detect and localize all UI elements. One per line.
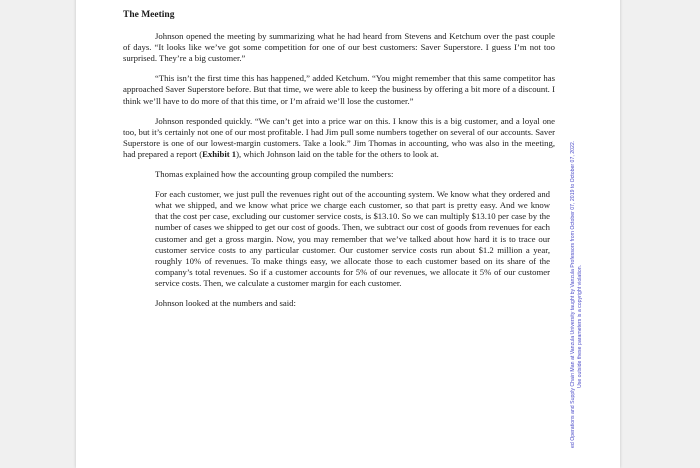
paragraph-ketchum: “This isn’t the first time this has happened,” added Ketchum. “You might remember that this same competitor has approached Saver Superstore before. But that time, we were able to keep the business by offering a bit more of a discount. I think we’ll have to do more of that this time, or I’m afraid we’ll lose the customer.” — [123, 73, 555, 106]
copyright-line-1: ed Operations and Supply Chain Man at Vanzula University taught by Vanzula Professors from October 07, 2019 to October 07, 2022. — [570, 140, 576, 448]
paragraph-johnson-response — [123, 116, 555, 160]
block-quote-accounting: For each customer, we just pull the revenues right out of the accounting system. We know what they ordered and what we shipped, and we know what price we charge each customer, so that part is pretty easy. And we know that the cost per case, excluding our customer service costs, is $13.10. So we can multiply $13.10 per case by the number of cases we shipped to get our cost of goods. Then, we subtract our cost of goods from revenues for each customer and get a gross margin. Now, you may remember that we’ve talked about how hard it is to trace our customer service costs to any particular customer. Our customer service costs run about $1.2 million a year, roughly 10% of revenues. To make things easy, we allocate those to each customer based on its share of the company’s total revenues. So if a customer accounts for 5% of our revenues, we allocate it 5% of our customer service costs. Then, we calculate a customer margin for each customer. — [155, 189, 550, 288]
paragraph-thomas-explained: Thomas explained how the accounting group compiled the numbers: — [155, 169, 394, 180]
document-page — [76, 0, 620, 468]
paragraph-johnson-response-end: ), which Johnson laid on the table for the others to look at. — [236, 148, 439, 159]
paragraph-closing: Johnson looked at the numbers and said: — [155, 297, 296, 308]
exhibit-reference: Exhibit 1 — [202, 148, 237, 159]
paragraph-johnson-response-text: Johnson responded quickly. “We can’t get into a price war on this. I know this is a big customer, and a loyal one too, but it’s certainly not one of our most profitable. I had Jim pull some numbers together on several of our accounts. Saver Superstore is one of our lowest-margin customers. Take a look.” Jim Thomas in accounting, who was also in the meeting, had prepared a report ( — [123, 115, 555, 159]
copyright-line-2: Use outside these parameters is a copyright violation. — [577, 264, 583, 388]
copyright-notice — [570, 8, 592, 448]
paragraph-opening: Johnson opened the meeting by summarizing what he had heard from Stevens and Ketchum over the past couple of days. “It looks like we’ve got some competition for one of our best customers: Saver Superstore. I guess I’m not too surprised. They’re a big customer.” — [123, 31, 555, 64]
section-heading: The Meeting — [123, 10, 175, 20]
copyright-sidebar — [570, 8, 592, 448]
document-body — [123, 10, 555, 318]
